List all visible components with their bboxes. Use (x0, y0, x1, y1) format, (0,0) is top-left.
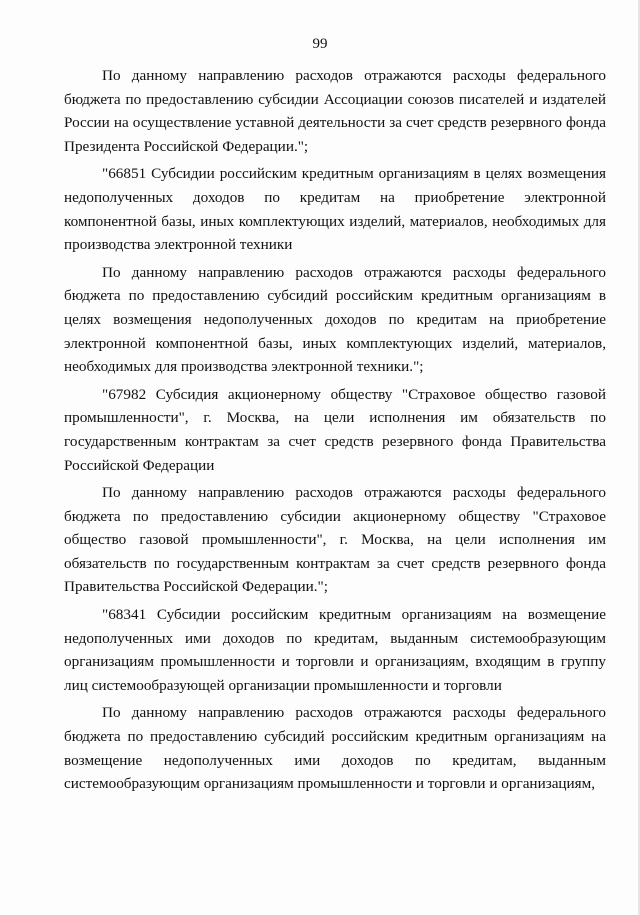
paragraph-4: "67982 Субсидия акционерному обществу "Страховое общество газовой промышленности", г. Москва, на цели исполнения им обязательств по государственным контрактам за счет средств резервного фонда Правительства Российской Федерации (64, 385, 606, 474)
paragraph-5: По данному направлению расходов отражаются расходы федерального бюджета по предоставлению субсидии акционерному обществу "Страховое общество газовой промышленности", г. Москва, на цели исполнения им обязательств по государственным контрактам за счет средств резервного фонда Правительства Российской Федерации."; (64, 484, 606, 596)
paragraph-7: По данному направлению расходов отражаются расходы федерального бюджета по предоставлению субсидий российским кредитным организациям на возмещение недополученных ими доходов по кредитам, выданным системообразующим организациям промышленности и торговли и организациям, (64, 704, 606, 793)
paragraph-1: По данному направлению расходов отражаются расходы федерального бюджета по предоставлению субсидии Ассоциации союзов писателей и издателей России на осуществление уставной деятельности за счет средств резервного фонда Президента Российской Федерации."; (64, 67, 606, 155)
document-body (64, 64, 606, 796)
paragraph-2: "66851 Субсидии российским кредитным организациям в целях возмещения недополученных доходов по кредитам на приобретение электронной компонентной базы, иных комплектующих изделий, материалов, необходимых для производства электронной техники (64, 165, 606, 254)
paragraph-6: "68341 Субсидии российским кредитным организациям на возмещение недополученных ими доходов по кредитам, выданным системообразующим организациям промышленности и торговли и организациям, входящим в группу лиц системообразующей организации промышленности и торговли (64, 606, 606, 694)
page-number: 99 (312, 36, 328, 52)
paragraph-3: По данному направлению расходов отражаются расходы федерального бюджета по предоставлению субсидий российским кредитным организациям в целях возмещения недополученных доходов по кредитам на приобретение электронной компонентной базы, иных комплектующих изделий, материалов, необходимых для производства электронной техники."; (64, 263, 606, 376)
